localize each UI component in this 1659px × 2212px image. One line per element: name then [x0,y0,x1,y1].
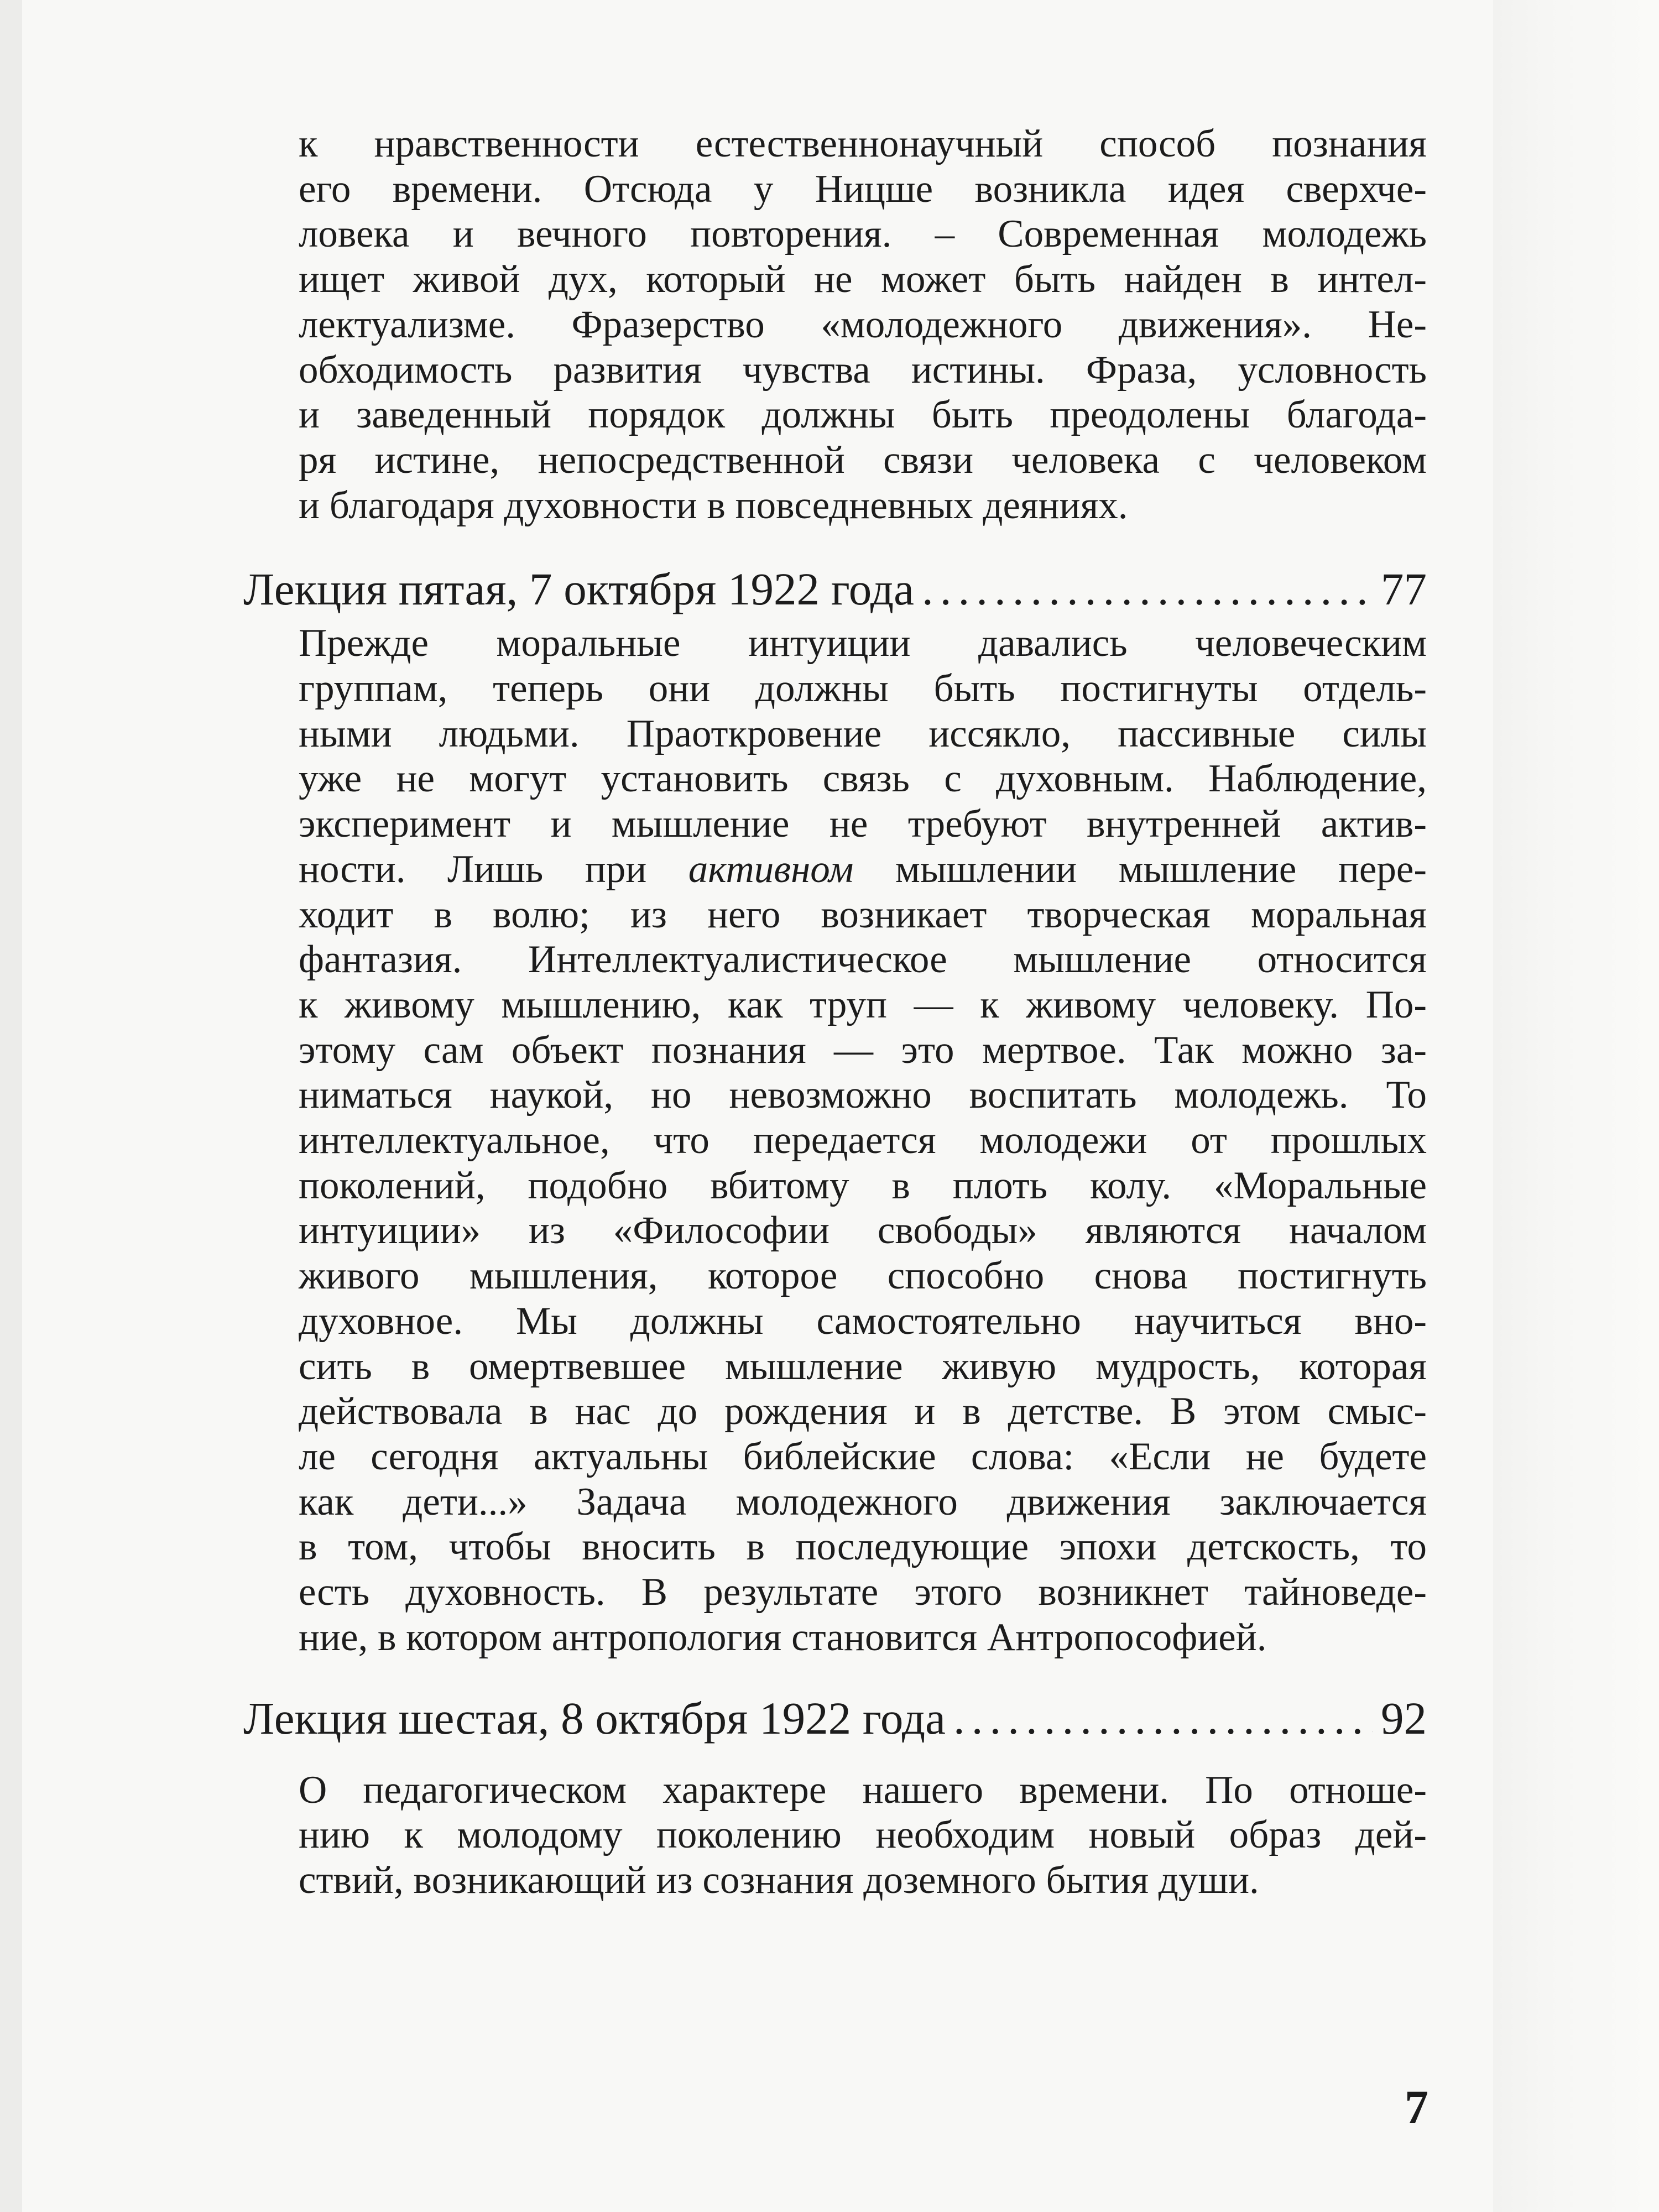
text-line: этому сам объект познания — это мертвое. Так можно за- [299,1028,1427,1072]
emphasized-word: активном [688,847,854,891]
text-line [299,847,1427,893]
text-line: О педагогическом характере нашего времени. По отноше- [299,1768,1427,1812]
text-line: живого мышления, которое способно снова постигнуть [299,1254,1427,1298]
text-line: уже не могут установить связь с духовным. Наблюдение, [299,757,1427,801]
text-line: ние, в котором антропология становится Антропософией. [299,1615,1267,1659]
text-line: ствий, возникающий из сознания доземного бытия души. [299,1858,1259,1902]
toc-entry-page-number: 92 [1381,1692,1427,1744]
text-line: сить в омертвевшее мышление живую мудрость, которая [299,1344,1427,1388]
text-line: интеллектуальное, что передается молодежи от прошлых [299,1119,1427,1162]
dot-leader [922,561,1373,617]
text-line: ловека и вечного повторения. – Современная молодежь [299,212,1427,256]
text-line: ищет живой дух, который не может быть найден в интел- [299,258,1427,301]
text-line: его времени. Отсюда у Ницше возникла идея сверхче- [299,167,1427,211]
text-line: к живому мышлению, как труп — к живому человеку. По- [299,983,1427,1026]
text-line: Прежде моральные интуиции давались человеческим [299,622,1427,665]
text-segment: мышлении мышление пере- [853,847,1427,891]
page-edge [1493,0,1659,2212]
text-line: фантазия. Интеллектуалистическое мышление относится [299,938,1427,982]
text-line: эксперимент и мышление не требуют внутренней актив- [299,802,1427,846]
toc-entry-lecture-6 [243,1691,1427,1746]
text-line: группам, теперь они должны быть постигнуты отдель- [299,667,1427,711]
summary-paragraph-continued [243,122,1427,528]
text-line: нию к молодому поколению необходим новый образ дей- [299,1813,1427,1857]
text-line: ря истине, непосредственной связи человека с человеком [299,438,1427,482]
toc-entry-title: Лекция шестая, 8 октября 1922 года [243,1692,946,1744]
text-line: ниматься наукой, но невозможно воспитать молодежь. То [299,1073,1427,1117]
text-line: и благодаря духовности в повседневных деяниях. [299,483,1128,527]
summary-paragraph-lecture-6 [243,1768,1427,1903]
page-number: 7 [1405,2080,1428,2133]
text-line: есть духовность. В результате этого возникнет тайноведе- [299,1571,1427,1614]
text-line: в том, чтобы вносить в последующие эпохи детскость, то [299,1525,1427,1569]
text-line: действовала в нас до рождения и в детстве. В этом смыс- [299,1390,1427,1433]
text-line: интуиции» из «Философии свободы» являются началом [299,1209,1427,1253]
table-of-contents [243,122,1427,1903]
text-segment: ности. Лишь при [299,847,688,891]
text-line: поколений, подобно вбитому в плоть колу. «Моральные [299,1164,1427,1207]
text-line: как дети...» Задача молодежного движения заключается [299,1480,1427,1524]
text-line: к нравственности естественнонаучный способ познания [299,122,1427,165]
text-line: ходит в волю; из него возникает творческая моральная [299,893,1427,936]
toc-entry-title: Лекция пятая, 7 октября 1922 года [243,564,914,615]
dot-leader [953,1691,1373,1746]
toc-entry-page-number: 77 [1381,564,1427,615]
summary-paragraph-lecture-5 [243,621,1427,1660]
text-line: лектуализме. Фразерство «молодежного движения». Не- [299,302,1427,346]
text-line: обходимость развития чувства истины. Фраза, условность [299,348,1427,392]
text-line: ными людьми. Праоткровение иссякло, пассивные силы [299,712,1427,755]
text-line: ле сегодня актуальны библейские слова: «Если не будете [299,1434,1427,1478]
text-line: духовное. Мы должны самостоятельно научиться вно- [299,1299,1427,1343]
toc-entry-lecture-5 [243,561,1427,617]
text-line: и заведенный порядок должны быть преодолены благода- [299,393,1427,437]
